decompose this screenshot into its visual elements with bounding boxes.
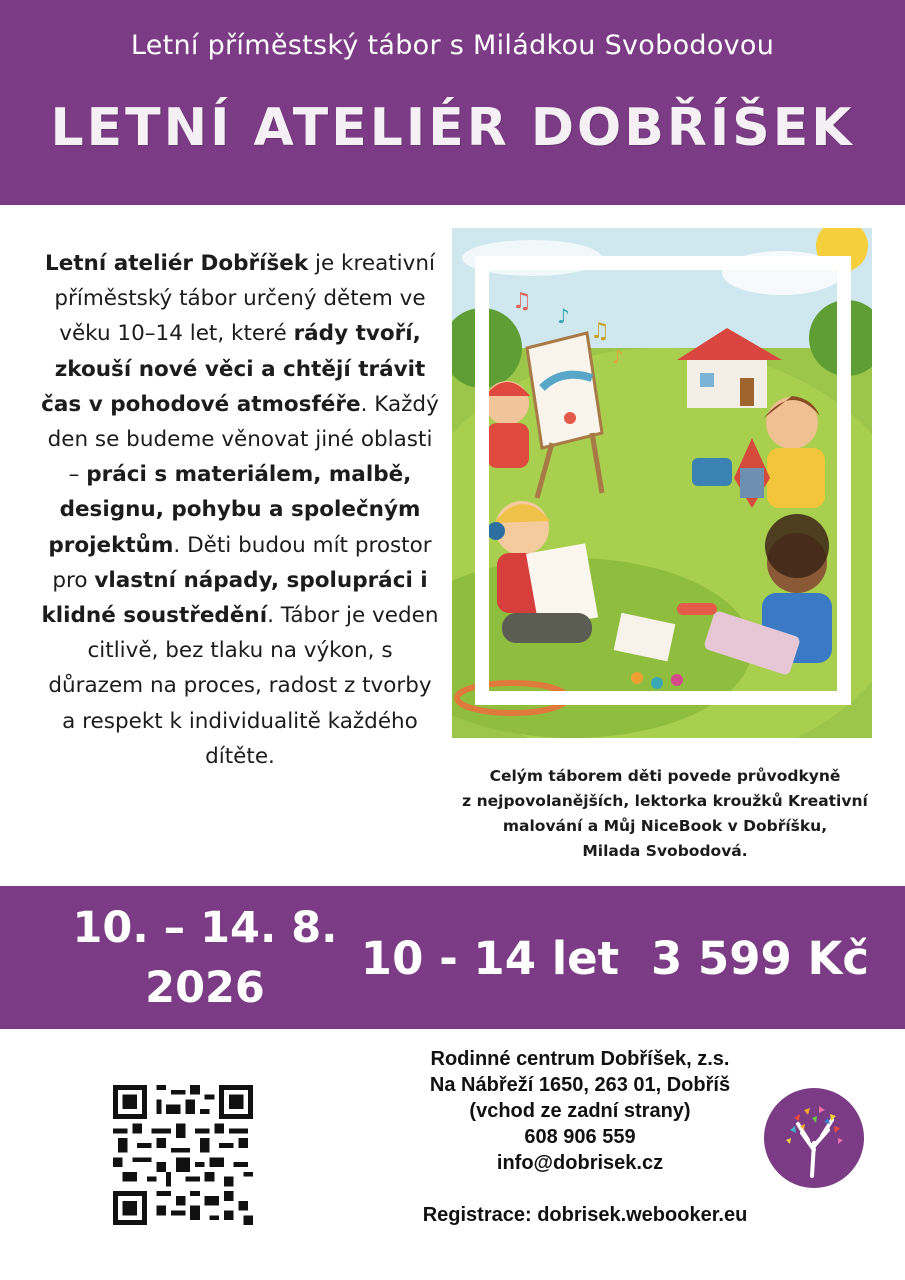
camp-date bbox=[55, 898, 355, 1018]
camp-price: 3 599 Kč bbox=[650, 932, 870, 985]
desc-bold-2: rády tvoří, zkouší nové věci a chtějí trávit čas v pohodové atmosféře bbox=[41, 321, 426, 417]
caption-line-4: Milada Svobodová. bbox=[582, 842, 748, 860]
age-range: 10 - 14 let bbox=[360, 932, 620, 985]
registration-link[interactable]: Registrace: dobrisek.webooker.eu bbox=[422, 1204, 748, 1226]
contact-entrance: (vchod ze zadní strany) bbox=[469, 1100, 691, 1122]
header-subtitle: Letní příměstský tábor s Miládkou Svobodovou bbox=[130, 30, 775, 61]
kids-art-illustration bbox=[452, 228, 872, 738]
svg-text:♫: ♫ bbox=[512, 289, 532, 314]
desc-text-4: . Tábor je veden citlivě, bez tlaku na výkon, s důrazem na proces, radost z tvorby a respekt k individualitě každého dítěte. bbox=[48, 603, 439, 769]
caption-line-1: Celým táborem děti povede průvodkyně bbox=[489, 767, 841, 785]
svg-text:♪: ♪ bbox=[612, 347, 624, 368]
page-title: LETNÍ ATELIÉR DOBŘÍŠEK bbox=[50, 98, 855, 158]
tree-logo-icon bbox=[764, 1088, 864, 1188]
contact-block bbox=[380, 1046, 780, 1176]
date-range: 10. – 14. 8. bbox=[72, 903, 338, 953]
svg-text:♪: ♪ bbox=[557, 304, 570, 328]
caption-line-2: z nejpovolanějších, lektorka kroužků Kreativní bbox=[462, 792, 868, 810]
desc-text-1: je kreativní příměstský tábor určený dětem ve věku 10–14 let, které bbox=[54, 251, 435, 347]
contact-address: Na Nábřeží 1650, 263 01, Dobříš bbox=[429, 1074, 731, 1096]
guide-caption bbox=[450, 764, 880, 864]
desc-bold-3: práci s materiálem, malbě, designu, pohybu a společným projektům bbox=[48, 462, 421, 558]
header-banner bbox=[0, 0, 905, 205]
camp-description bbox=[40, 246, 440, 774]
desc-text-2: . Každý den se budeme věnovat jiné oblasti – bbox=[47, 391, 439, 488]
contact-phone[interactable]: 608 906 559 bbox=[524, 1126, 636, 1148]
caption-line-3: malování a Můj NiceBook v Dobříšku, bbox=[502, 817, 828, 835]
desc-text-3: . Děti budou mít prostor pro bbox=[52, 532, 432, 593]
date-year: 2026 bbox=[145, 963, 265, 1013]
qr-code-icon[interactable] bbox=[113, 1085, 253, 1225]
info-band bbox=[0, 886, 905, 1029]
contact-org: Rodinné centrum Dobříšek, z.s. bbox=[430, 1048, 730, 1070]
desc-bold-1: Letní ateliér Dobříšek bbox=[45, 251, 309, 276]
desc-bold-4: vlastní nápady, spolupráci i klidné soustředění bbox=[41, 567, 428, 629]
contact-email[interactable]: info@dobrisek.cz bbox=[496, 1152, 664, 1174]
child-painter bbox=[485, 381, 530, 468]
svg-text:♫: ♫ bbox=[590, 319, 610, 344]
